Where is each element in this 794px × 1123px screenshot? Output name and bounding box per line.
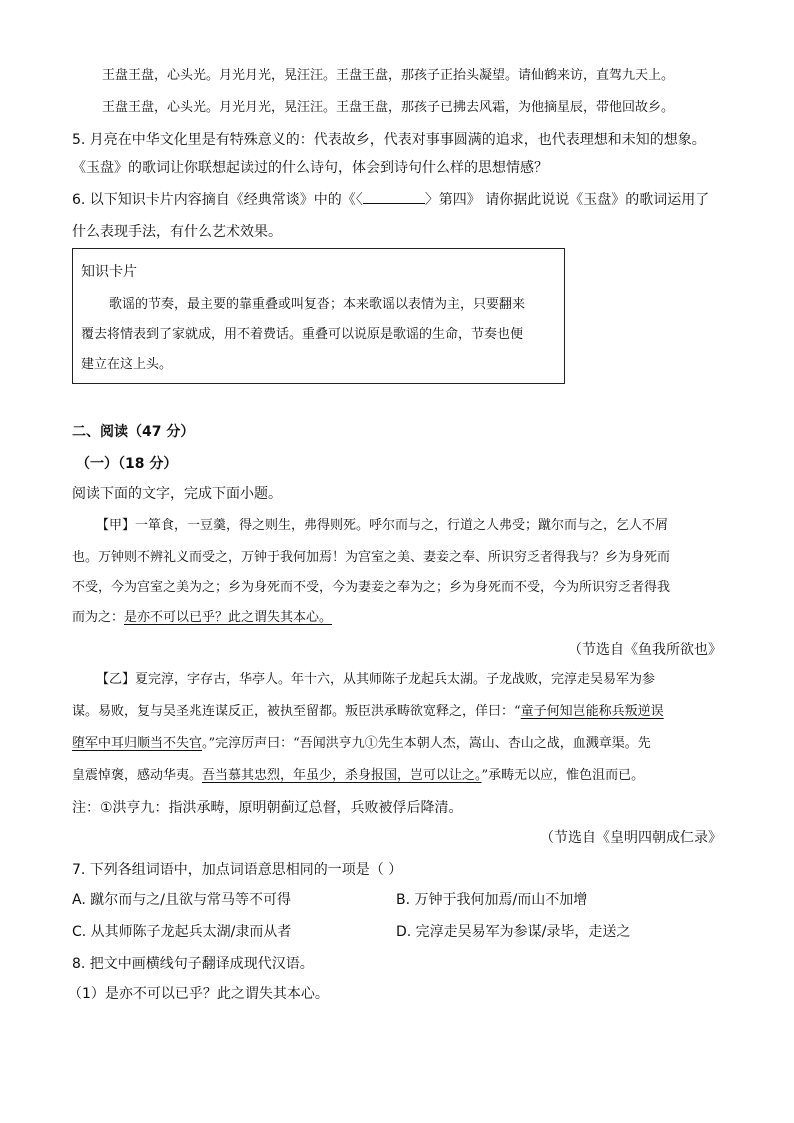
passage-jia-line-2: 也。万钟则不辨礼义而受之，万钟于我何加焉！为宫室之美、妻妾之奉、所识穷乏者得我与？乡为身死而 [72, 550, 671, 565]
option-d: D. 完淳走吴易军为参谋/录毕，走送之 [396, 924, 631, 940]
underlined-sentence: 是亦不可以已乎？此之谓失其本心。 [124, 610, 333, 625]
passage-jia-line-3: 不受，今为宫室之美为之；乡为身死而不受，今为妻妾之奉为之；乡为身死而不受，今为所识穷乏者得我 [72, 580, 671, 595]
passage-yi-line-2-start: 谋。易败，复与吴圣兆连谋反正，被执至留都。叛臣洪承畴欲宽释之，佯曰：“ [72, 704, 521, 719]
passage-yi-line-2 [72, 702, 732, 722]
fill-in-blank [363, 190, 425, 204]
underlined-sentence: 吾当慕其忠烈，年虽少，杀身报国，岂可以让之。 [202, 768, 482, 783]
passage-yi-line-4-end: ”承畴无以应，惟色沮而已。 [481, 768, 645, 783]
question-6-prefix: 6. 以下知识卡片内容摘自《经典常谈》中的《〈 [72, 192, 363, 208]
passage-jia-line-1: 【甲】一箪食，一豆羹，得之则生，弗得则死。呼尔而与之，行道之人弗受；蹴尔而与之，乞人不屑 [96, 518, 669, 533]
option-c: C. 从其师陈子龙起兵太湖/隶而从者 [72, 924, 292, 940]
passage-yi-source: （节选自《皇明四朝成仁录》 [540, 830, 722, 846]
question-8-stem: 8. 把文中画横线句子翻译成现代汉语。 [72, 956, 314, 972]
passage-yi-line-3-end: 。”完淳厉声曰：“吾闻洪亨九①先生本朝人杰，嵩山、杏山之战，血溅章渠。先 [202, 736, 651, 751]
passage-yi-line-1: 【乙】夏完淳，字存古，华亭人。年十六，从其师陈子龙起兵太湖。子龙战败，完淳走吴易军为参 [96, 672, 656, 687]
passage-yi-note: 注：①洪亨九：指洪承畴，原明朝蓟辽总督，兵败被俘后降清。 [72, 800, 463, 816]
passage-jia-source: （节选自《鱼我所欲也》 [568, 642, 722, 658]
knowledge-card-line-2: 覆去将情表到了家就成，用不着费话。重叠可以说原是歌谣的生命，节奏也便 [81, 327, 524, 342]
underlined-sentence: 堕军中耳归顺当不失官 [72, 736, 203, 751]
poem-line-1: 王盘王盘，心头光。月光月光，晃汪汪。王盘王盘，那孩子正抬头凝望。请仙鹤来访，直驾九天上。 [102, 68, 675, 83]
question-8-part-1: （1）是亦不可以已乎？此之谓失其本心。 [68, 986, 329, 1002]
question-6-line-2: 什么表现手法，有什么艺术效果。 [72, 224, 282, 240]
reading-instruction: 阅读下面的文字，完成下面小题。 [72, 486, 282, 502]
question-7-stem: 7. 下列各组词语中，加点词语意思相同的一项是（ ） [72, 862, 403, 878]
section-heading: 二、阅读（47 分） [72, 424, 195, 440]
underlined-sentence: 童子何知岂能称兵叛逆误 [520, 704, 664, 719]
subsection-heading: （一）（18 分） [76, 456, 178, 472]
knowledge-card-line-1: 歌谣的节奏，最主要的靠重叠或叫复沓；本来歌谣以表情为主，只要翻来 [109, 297, 526, 312]
passage-yi-line-4 [72, 766, 732, 786]
question-5-line-1: 5. 月亮在中华文化里是有特殊意义的：代表故乡，代表对事事圆满的追求，也代表理想和未知的想象。 [72, 132, 706, 148]
passage-jia-line-4-start: 而为之： [72, 610, 125, 625]
question-6-suffix: 〉第四》 请你据此说说《玉盘》的歌词运用了 [424, 192, 710, 208]
knowledge-card-title: 知识卡片 [81, 264, 137, 280]
option-b: B. 万钟于我何加焉/而山不加增 [396, 892, 588, 908]
passage-jia-line-4 [72, 608, 732, 628]
question-6-line-1 [72, 190, 732, 210]
poem-line-2: 王盘王盘，心头光。月光月光，晃汪汪。王盘王盘，那孩子已拂去风霜，为他摘星辰，带他回故乡。 [102, 100, 675, 115]
passage-yi-line-3 [72, 734, 732, 754]
question-5-line-2: 《玉盘》的歌词让你联想起读过的什么诗句，体会到诗句什么样的思想情感？ [72, 160, 548, 176]
knowledge-card [72, 248, 565, 384]
knowledge-card-line-3: 建立在这上头。 [81, 357, 173, 372]
passage-yi-line-4-start: 皇震悼褒，感动华夷。 [72, 768, 203, 783]
option-a: A. 蹴尔而与之/且欲与常马等不可得 [72, 892, 291, 908]
